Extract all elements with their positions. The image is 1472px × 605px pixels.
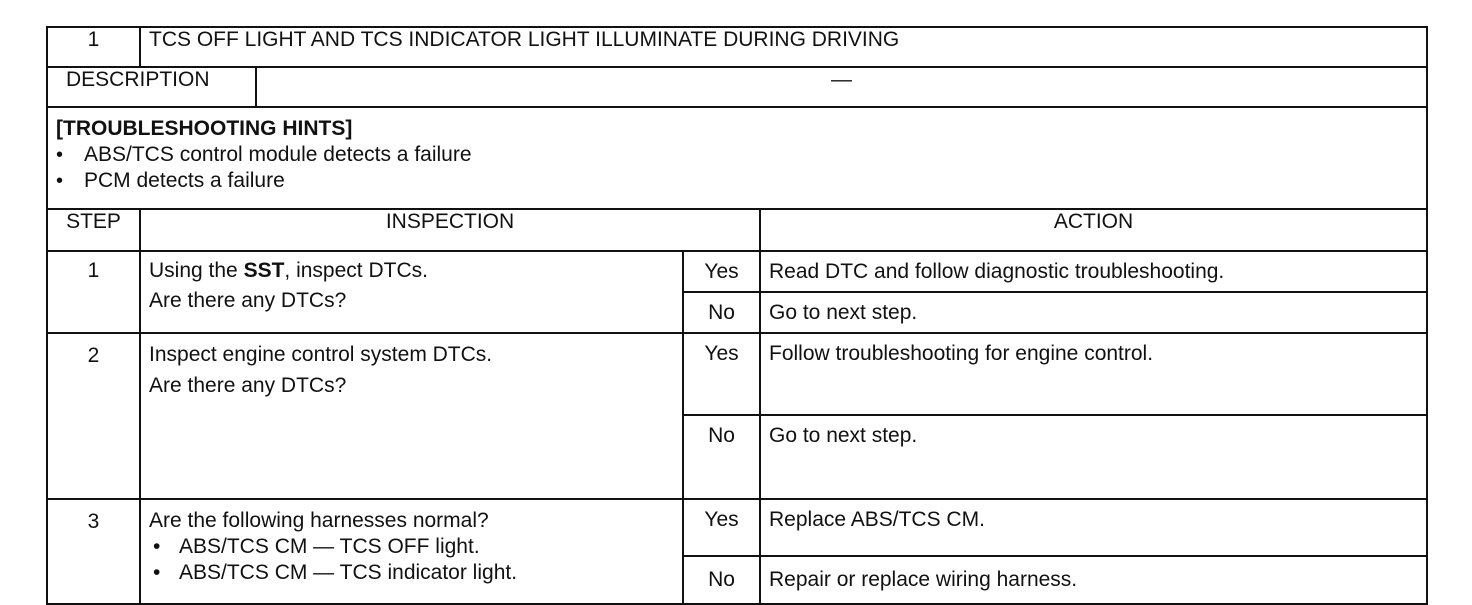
description-row [47, 67, 1427, 107]
inspection-header: INSPECTION [140, 209, 760, 251]
yes-label: Yes [683, 499, 760, 556]
inspection-text-post: , inspect DTCs. [284, 259, 428, 282]
hint-item: • PCM detects a failure [56, 168, 1418, 194]
description-value: — [256, 67, 1427, 107]
yes-action: Follow troubleshooting for engine control. [760, 333, 1427, 415]
column-header-row [47, 209, 1427, 251]
step-number: 2 [47, 333, 140, 499]
title-row [47, 27, 1427, 67]
inspection-question: Are the following harnesses normal? [149, 509, 489, 532]
inspection-question: Are there any DTCs? [149, 374, 347, 397]
no-label: No [683, 292, 760, 333]
no-label: No [683, 415, 760, 499]
inspection-text-pre: Using the [149, 259, 244, 282]
inspection-text: Inspect engine control system DTCs. [149, 343, 493, 366]
procedure-number: 1 [47, 27, 140, 67]
hint-item: • ABS/TCS control module detects a failure [56, 142, 1418, 168]
action-header: ACTION [760, 209, 1427, 251]
harness-item: • ABS/TCS CM — TCS OFF light. [149, 534, 674, 560]
yes-action: Replace ABS/TCS CM. [760, 499, 1427, 556]
troubleshooting-table [46, 26, 1428, 605]
step-header: STEP [47, 209, 140, 251]
inspection-question: Are there any DTCs? [149, 289, 347, 312]
no-action: Go to next step. [760, 292, 1427, 333]
yes-action: Read DTC and follow diagnostic troubleshooting. [760, 251, 1427, 292]
step-number: 1 [47, 251, 140, 333]
procedure-title: TCS OFF LIGHT AND TCS INDICATOR LIGHT ILLUMINATE DURING DRIVING [140, 27, 1427, 67]
harness-item: • ABS/TCS CM — TCS indicator light. [149, 560, 674, 586]
step-number: 3 [47, 499, 140, 604]
step-inspection [140, 499, 683, 604]
step-row [47, 333, 1427, 415]
step-inspection [140, 333, 683, 499]
troubleshooting-hints-row [47, 107, 1427, 209]
troubleshooting-hints [47, 107, 1427, 209]
no-action: Repair or replace wiring harness. [760, 556, 1427, 604]
no-action: Go to next step. [760, 415, 1427, 499]
description-label: DESCRIPTION [47, 67, 256, 107]
yes-label: Yes [683, 251, 760, 292]
sst-term: SST [243, 259, 285, 282]
step-row [47, 499, 1427, 556]
step-row [47, 251, 1427, 292]
step-inspection [140, 251, 683, 333]
hints-title: [TROUBLESHOOTING HINTS] [56, 117, 353, 140]
yes-label: Yes [683, 333, 760, 415]
no-label: No [683, 556, 760, 604]
